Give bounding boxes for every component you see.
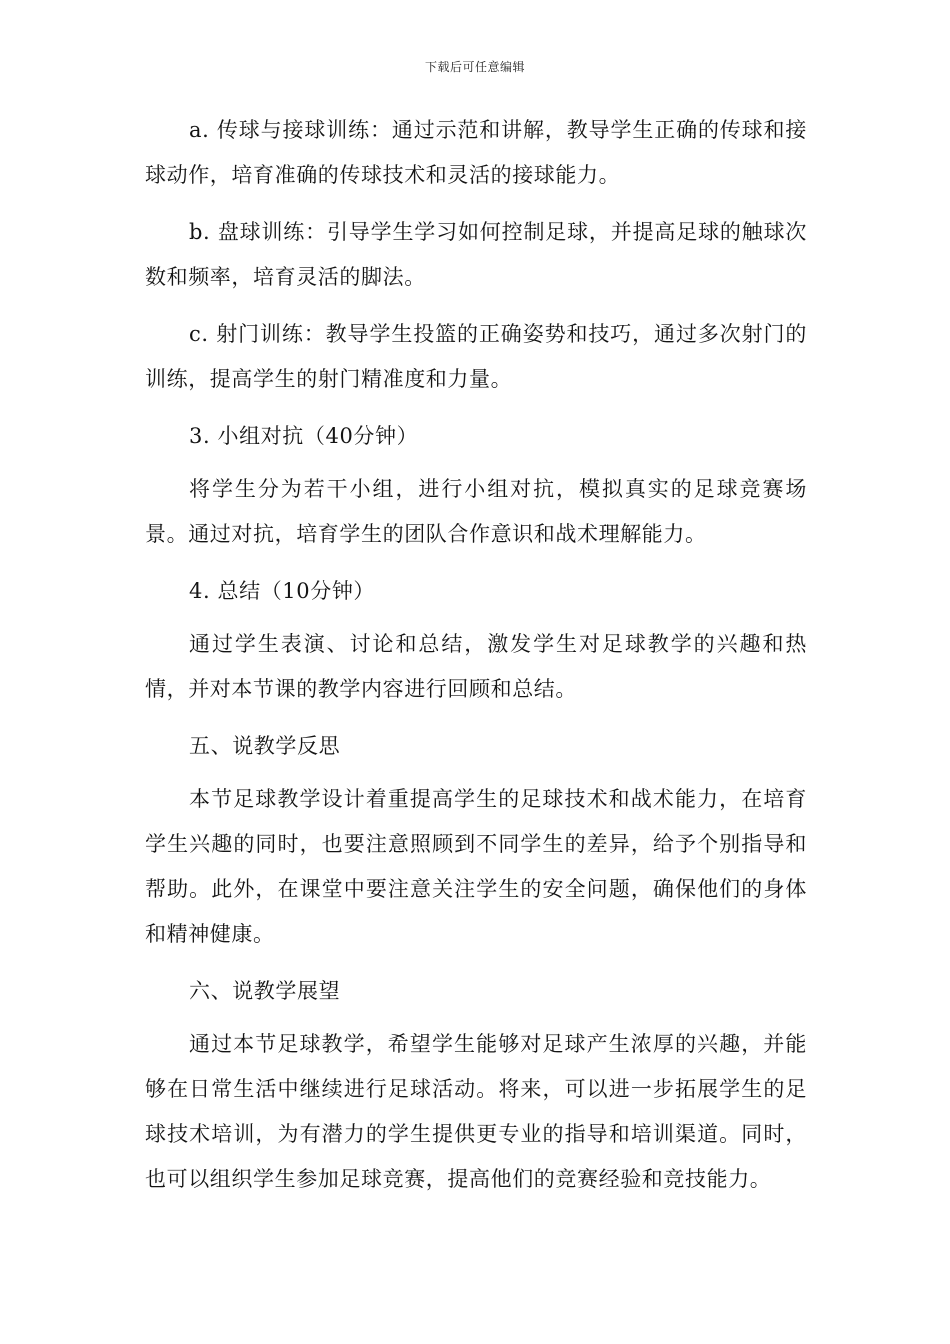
section-heading-group-match: 3. 小组对抗（40分钟）: [189, 424, 419, 448]
paragraph-outlook: 通过本节足球教学，希望学生能够对足球产生浓厚的兴趣，并能够在日常生活中继续进行足球活动。将来，可以进一步拓展学生的足球技术培训，为有潜力的学生提供更专业的指导和培训渠道。同时，也可以组织学生参加足球竞赛，提高他们的竞赛经验和竞技能力。: [145, 1032, 807, 1191]
paragraph-summary: 通过学生表演、讨论和总结，激发学生对足球教学的兴趣和热情，并对本节课的教学内容进行回顾和总结。: [145, 632, 807, 701]
page-header-note: 下载后可任意编辑: [424, 60, 525, 74]
paragraph-dribbling-training: b. 盘球训练：引导学生学习如何控制足球，并提高足球的触球次数和频率，培育灵活的脚法。: [145, 220, 807, 289]
section-heading-reflection: 五、说教学反思: [189, 734, 341, 758]
document-body: [145, 108, 807, 1214]
paragraph-shooting-training: c. 射门训练：教导学生投篮的正确姿势和技巧，通过多次射门的训练，提高学生的射门精准度和力量。: [145, 322, 807, 391]
paragraph-group-match: 将学生分为若干小组，进行小组对抗，模拟真实的足球竞赛场景。通过对抗，培育学生的团队合作意识和战术理解能力。: [145, 477, 807, 546]
section-heading-summary: 4. 总结（10分钟）: [189, 579, 376, 603]
paragraph-reflection: 本节足球教学设计着重提高学生的足球技术和战术能力，在培育学生兴趣的同时，也要注意照顾到不同学生的差异，给予个别指导和帮助。此外，在课堂中要注意关注学生的安全问题，确保他们的身体和精神健康。: [145, 787, 807, 946]
section-heading-outlook: 六、说教学展望: [189, 979, 341, 1003]
paragraph-passing-training: a. 传球与接球训练：通过示范和讲解，教导学生正确的传球和接球动作，培育准确的传球技术和灵活的接球能力。: [145, 118, 807, 187]
